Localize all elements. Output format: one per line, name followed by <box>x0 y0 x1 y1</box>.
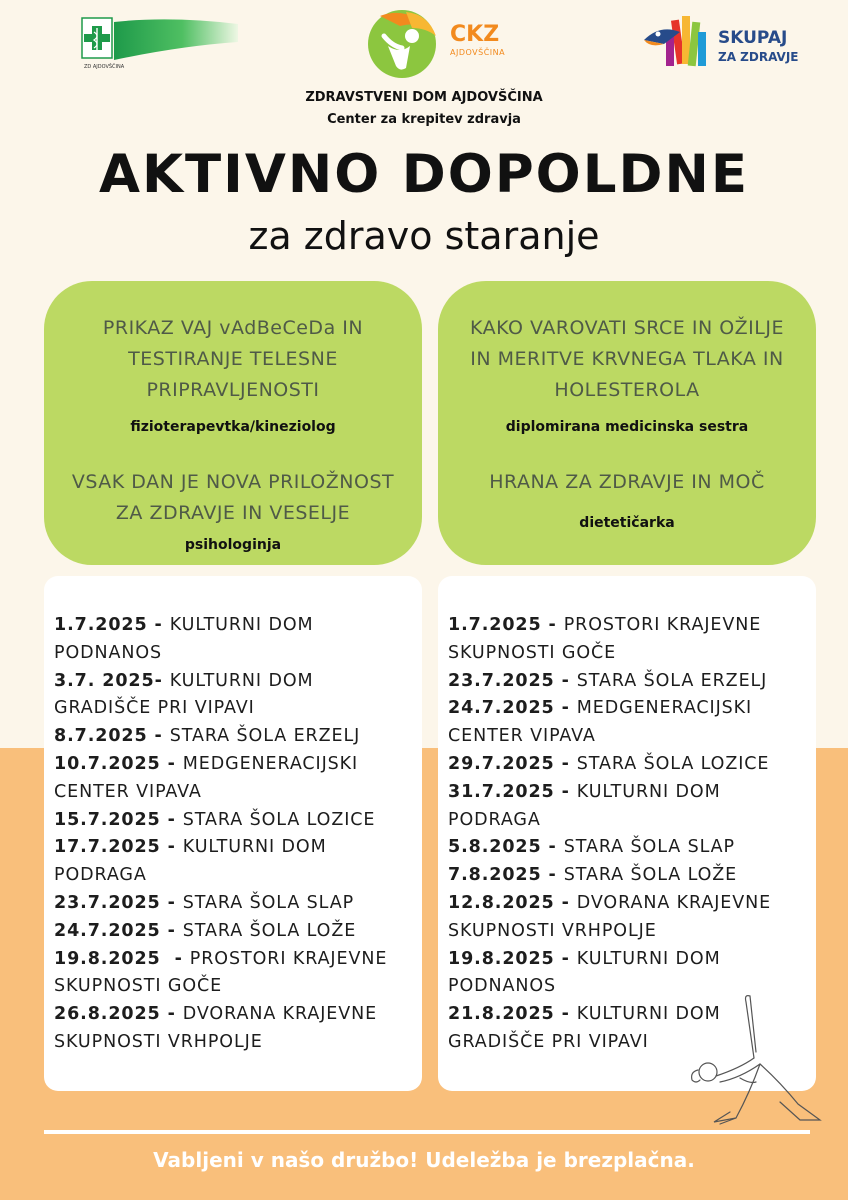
schedule-line <box>448 862 771 890</box>
schedule-separator: - <box>160 837 183 858</box>
schedule-date: 23.7.2025 <box>54 892 161 913</box>
program-box-right <box>438 281 816 565</box>
skupaj-title: SKUPAJ <box>718 28 788 48</box>
schedule-separator: - <box>160 948 190 969</box>
schedule-date: 26.8.2025 <box>54 1004 161 1025</box>
schedule-date: 23.7.2025 <box>448 670 555 691</box>
footer-divider <box>44 1130 810 1134</box>
topic-line: HOLESTEROLA <box>554 379 700 401</box>
schedule-separator: - <box>160 809 183 830</box>
schedule-entry <box>448 862 771 890</box>
skupaj-za-zdravje-logo-icon <box>640 10 716 72</box>
schedule-date: 19.8.2025 <box>54 948 161 969</box>
topic-line: TESTIRANJE TELESNE <box>128 348 338 370</box>
schedule-entry <box>54 807 387 835</box>
program-presenter: psihologinja <box>184 537 282 553</box>
schedule-date: 10.7.2025 <box>54 753 161 774</box>
program-topic <box>44 467 422 529</box>
schedule-location-continued: SKUPNOSTI VRHPOLJE <box>54 1031 263 1052</box>
page-title: AKTIVNO DOPOLDNE <box>98 144 750 205</box>
schedule-location: KULTURNI DOM <box>169 615 314 635</box>
schedule-list <box>448 612 771 1057</box>
yoga-figure-illustration <box>680 992 830 1132</box>
schedule-separator: - <box>160 892 183 913</box>
schedule-entry <box>54 723 387 751</box>
schedule-location: MEDGENERACIJSKI <box>576 698 753 719</box>
schedule-line <box>448 946 771 974</box>
schedule-location: DVORANA KRAJEVNE <box>182 1004 378 1025</box>
page-subtitle: za zdravo staranje <box>248 214 600 258</box>
schedule-line <box>54 751 387 779</box>
schedule-entry <box>54 668 387 724</box>
schedule-date: 29.7.2025 <box>448 753 555 774</box>
schedule-location-continued: PODNANOS <box>448 976 557 997</box>
schedule-date: 24.7.2025 <box>448 698 555 719</box>
schedule-location: STARA ŠOLA LOZICE <box>576 753 770 774</box>
schedule-entry <box>448 834 771 862</box>
schedule-line <box>448 890 771 918</box>
schedule-location-continued: PODRAGA <box>54 865 147 886</box>
schedule-location: STARA ŠOLA LOZICE <box>182 809 376 830</box>
schedule-location-continued: SKUPNOSTI VRHPOLJE <box>448 920 657 941</box>
schedule-entry <box>448 779 771 835</box>
schedule-separator: - <box>554 1004 577 1025</box>
program-box-left <box>44 281 422 565</box>
schedule-date: 15.7.2025 <box>54 809 161 830</box>
schedule-date: 24.7.2025 <box>54 920 161 941</box>
schedule-date: 1.7.2025 <box>448 615 542 635</box>
program-presenter: diplomirana medicinska sestra <box>505 419 749 435</box>
schedule-location: KULTURNI DOM <box>576 948 721 969</box>
schedule-location: MEDGENERACIJSKI <box>182 753 359 774</box>
schedule-location-continued: GRADIŠČE PRI VIPAVI <box>54 698 255 719</box>
schedule-separator: - <box>554 698 577 719</box>
schedule-separator: - <box>554 781 577 802</box>
organization-unit: Center za krepitev zdravja <box>327 112 521 127</box>
ckz-title: CKZ <box>450 22 500 47</box>
topic-line: HRANA ZA ZDRAVJE IN MOČ <box>489 471 765 493</box>
schedule-line <box>54 807 387 835</box>
topic-line: IN MERITVE KRVNEGA TLAKA IN <box>470 348 784 370</box>
schedule-separator: - <box>154 670 170 691</box>
schedule-date: 5.8.2025 <box>448 837 542 858</box>
zd-logo-text: ZD AJDOVŠČINA <box>84 64 125 70</box>
schedule-entry <box>54 918 387 946</box>
schedule-location-continued: CENTER VIPAVA <box>54 781 202 802</box>
schedule-line <box>54 1001 387 1029</box>
schedule-date: 17.7.2025 <box>54 837 161 858</box>
schedule-location: STARA ŠOLA LOŽE <box>182 920 357 941</box>
topic-line: VSAK DAN JE NOVA PRILOŽNOST <box>71 471 395 493</box>
schedule-entry <box>54 890 387 918</box>
schedule-date: 8.7.2025 <box>54 726 148 747</box>
schedule-separator: - <box>147 615 170 635</box>
schedule-location-continued: GRADIŠČE PRI VIPAVI <box>448 1031 649 1052</box>
schedule-entry <box>448 890 771 946</box>
schedule-line <box>448 668 771 696</box>
program-topic <box>438 313 816 406</box>
schedule-location-continued: PODNANOS <box>54 642 163 663</box>
schedule-location-continued: CENTER VIPAVA <box>448 726 596 747</box>
schedule-entry <box>54 946 387 1002</box>
schedule-location: KULTURNI DOM <box>576 781 721 802</box>
schedule-date: 12.8.2025 <box>448 892 555 913</box>
topic-line: ZA ZDRAVJE IN VESELJE <box>115 502 351 524</box>
program-presenter: dietetičarka <box>579 515 675 531</box>
program-topic <box>44 313 422 406</box>
schedule-separator: - <box>554 892 577 913</box>
schedule-line <box>54 723 387 751</box>
schedule-line <box>54 946 387 974</box>
schedule-list <box>54 612 387 1057</box>
schedule-entry <box>54 751 387 807</box>
schedule-entry <box>54 612 387 668</box>
schedule-line <box>54 668 387 696</box>
schedule-separator: - <box>554 948 577 969</box>
schedule-location: STARA ŠOLA ERZELJ <box>169 726 361 747</box>
schedule-line <box>448 779 771 807</box>
schedule-separator: - <box>160 1004 183 1025</box>
schedule-separator: - <box>541 615 564 635</box>
schedule-date: 21.8.2025 <box>448 1004 555 1025</box>
schedule-box-left <box>44 576 422 1091</box>
schedule-entry <box>54 834 387 890</box>
schedule-location: PROSTORI KRAJEVNE <box>189 948 388 969</box>
schedule-location: KULTURNI DOM <box>182 837 327 858</box>
schedule-line <box>448 751 771 779</box>
ckz-subtitle: AJDOVŠČINA <box>450 48 506 57</box>
footer-invitation: Vabljeni v našo družbo! Udeležba je brezplačna. <box>153 1148 695 1172</box>
schedule-separator: - <box>541 837 564 858</box>
ckz-logo-icon <box>366 6 438 80</box>
schedule-location: STARA ŠOLA ERZELJ <box>576 670 768 691</box>
schedule-line <box>54 834 387 862</box>
schedule-location: DVORANA KRAJEVNE <box>576 892 772 913</box>
schedule-separator: - <box>554 670 577 691</box>
schedule-location: KULTURNI DOM <box>169 670 314 691</box>
skupaj-subtitle: ZA ZDRAVJE <box>718 50 799 64</box>
schedule-entry <box>54 1001 387 1057</box>
schedule-separator: - <box>160 920 183 941</box>
schedule-location: STARA ŠOLA SLAP <box>182 892 355 913</box>
schedule-line <box>54 918 387 946</box>
topic-line: KAKO VAROVATI SRCE IN OŽILJE <box>470 317 784 339</box>
schedule-separator: - <box>554 753 577 774</box>
schedule-date: 3.7. 2025 <box>54 670 155 691</box>
schedule-entry <box>448 751 771 779</box>
topic-line: PRIPRAVLJENOSTI <box>146 379 320 401</box>
schedule-location-continued: SKUPNOSTI GOČE <box>54 976 223 997</box>
schedule-separator: - <box>541 865 564 886</box>
schedule-location: STARA ŠOLA SLAP <box>563 837 735 858</box>
schedule-line <box>448 612 771 640</box>
schedule-location: PROSTORI KRAJEVNE <box>563 615 762 635</box>
schedule-date: 31.7.2025 <box>448 781 555 802</box>
schedule-date: 19.8.2025 <box>448 948 555 969</box>
schedule-separator: - <box>147 726 170 747</box>
schedule-date: 7.8.2025 <box>448 865 542 886</box>
schedule-entry <box>448 612 771 668</box>
schedule-line <box>54 612 387 640</box>
program-presenter: fizioterapevtka/kineziolog <box>130 419 336 435</box>
schedule-line <box>448 695 771 723</box>
schedule-line <box>54 890 387 918</box>
schedule-location: KULTURNI DOM <box>576 1004 721 1025</box>
schedule-line <box>448 834 771 862</box>
topic-line: PRIKAZ VAJ vAdBeCeDa IN <box>102 317 364 339</box>
schedule-entry <box>448 695 771 751</box>
organization-name: ZDRAVSTVENI DOM AJDOVŠČINA <box>305 90 543 105</box>
schedule-entry <box>448 668 771 696</box>
schedule-separator: - <box>160 753 183 774</box>
schedule-location-continued: PODRAGA <box>448 809 541 830</box>
schedule-date: 1.7.2025 <box>54 615 148 635</box>
program-topic <box>438 467 816 498</box>
schedule-location: STARA ŠOLA LOŽE <box>563 865 738 886</box>
schedule-location-continued: SKUPNOSTI GOČE <box>448 642 617 663</box>
